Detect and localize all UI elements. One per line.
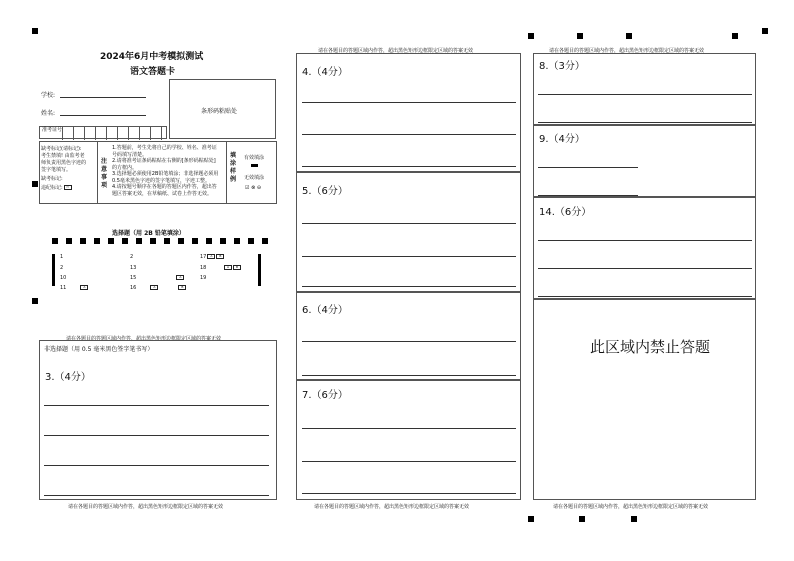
answer-box-q7[interactable]: [296, 380, 521, 500]
choice-option[interactable]: B: [233, 265, 241, 270]
choice-option[interactable]: A: [207, 254, 215, 259]
choice-option[interactable]: B: [216, 254, 224, 259]
question-3: 3.（4分）: [45, 372, 91, 383]
fill-example-heading: 填涂样例: [229, 152, 236, 183]
barcode-area: [169, 79, 276, 139]
question-5: 5.（6分）: [302, 186, 348, 197]
answer-box-q3[interactable]: [39, 340, 277, 500]
position-mark: [732, 33, 738, 39]
name-field[interactable]: [60, 115, 146, 116]
question-4: 4.（4分）: [302, 67, 348, 78]
question-8: 8.（3分）: [539, 61, 585, 72]
discipline-mark-box[interactable]: ▭: [64, 185, 72, 190]
mark-notes: 缺考标记(请标记): 考生禁填! 由监考老 师负责用黑色字迹的 签字笔填写。 缺考标记: 违纪标记: ▭: [41, 146, 87, 191]
footer-note: 请在各题目的答题区域内作答，超出黑色矩形边框限定区域的答案无效: [314, 504, 470, 510]
choice-option[interactable]: A: [150, 285, 158, 290]
footer-note: 请在各题目的答题区域内作答，超出黑色矩形边框限定区域的答案无效: [68, 504, 224, 510]
answer-box-q5[interactable]: [296, 172, 521, 292]
correct-fill-label: 有效填涂: [244, 155, 265, 161]
instruction-panel: [39, 141, 277, 204]
timing-bar-right: [258, 254, 261, 286]
school-field[interactable]: [60, 97, 146, 98]
question-6: 6.（4分）: [302, 305, 348, 316]
position-mark: [626, 33, 632, 39]
choice-option[interactable]: A: [80, 285, 88, 290]
position-mark: [32, 181, 38, 187]
answer-box-q14[interactable]: [533, 197, 756, 299]
footer-note: 请在各题目的答题区域内作答，超出黑色矩形边框限定区域的答案无效: [553, 504, 709, 510]
forbidden-area: [533, 299, 756, 500]
choice-option[interactable]: A: [176, 275, 184, 280]
position-mark: [528, 33, 534, 39]
timing-bar-left: [52, 254, 55, 286]
position-mark: [579, 516, 585, 522]
choice-heading: 选择题（用 2B 铅笔填涂）: [112, 230, 185, 237]
notice-heading: 注意事项: [100, 158, 107, 189]
wrong-fill-sample: ☑ ⊗ ⊖: [245, 185, 262, 191]
name-label: 姓名:: [41, 110, 56, 117]
choice-grid[interactable]: 1 2 17 A B 2 13 18 A B 10 15 A 19 11 A 16 A B: [60, 253, 256, 293]
position-mark: [528, 516, 534, 522]
position-mark: [32, 28, 38, 34]
answer-box-q4[interactable]: [296, 53, 521, 172]
question-9: 9.（4分）: [539, 134, 585, 145]
exam-title: 2024年6月中考模拟测试: [100, 52, 204, 62]
wrong-fill-label: 无效填涂: [244, 175, 265, 181]
choice-option[interactable]: A: [224, 265, 232, 270]
question-14: 14.（6分）: [539, 207, 592, 218]
answer-box-q8[interactable]: [533, 53, 756, 125]
question-7: 7.（6分）: [302, 390, 348, 401]
card-title: 语文答题卡: [130, 67, 176, 77]
barcode-label: 条形码粘贴处: [201, 108, 238, 115]
forbidden-notice: 此区域内禁止答题: [590, 338, 711, 356]
exam-number-label: 准考证号: [42, 127, 63, 133]
timing-marks-top: [52, 238, 270, 244]
position-mark: [631, 516, 637, 522]
footer-note: 请在各题目的答题区域内作答，超出黑色矩形边框限定区域的答案无效: [66, 336, 222, 342]
nonchoice-heading: 非选择题（用 0.5 毫米黑色签字笔书写）: [44, 346, 154, 353]
position-mark: [32, 298, 38, 304]
position-mark: [762, 28, 768, 34]
choice-option[interactable]: B: [178, 285, 186, 290]
school-label: 学校:: [41, 92, 56, 99]
footer-note: 请在各题目的答题区域内作答，超出黑色矩形边框限定区域的答案无效: [549, 48, 705, 54]
exam-number-grid[interactable]: [39, 126, 167, 139]
answer-box-q6[interactable]: [296, 292, 521, 380]
position-mark: [577, 33, 583, 39]
footer-note: 请在各题目的答题区域内作答，超出黑色矩形边框限定区域的答案无效: [318, 48, 474, 54]
notice-list: 1.答题前，考生先将自己的学校、姓名、准考证 号码填写清楚。 2.请将准考证条码粘贴在右侧的[条形码粘贴处] 的方框内。 3.选择题必须使用2B铅笔填涂；非选择题必须用 0.5毫米黑色字迹的签字笔填写，字迹工整。 4.请按题号顺序在各题的答题区内作答，超出答 题区答案无效，在草稿纸、试卷上作答无效。: [112, 145, 219, 197]
correct-fill-sample: [251, 164, 258, 167]
answer-box-q9[interactable]: [533, 125, 756, 197]
